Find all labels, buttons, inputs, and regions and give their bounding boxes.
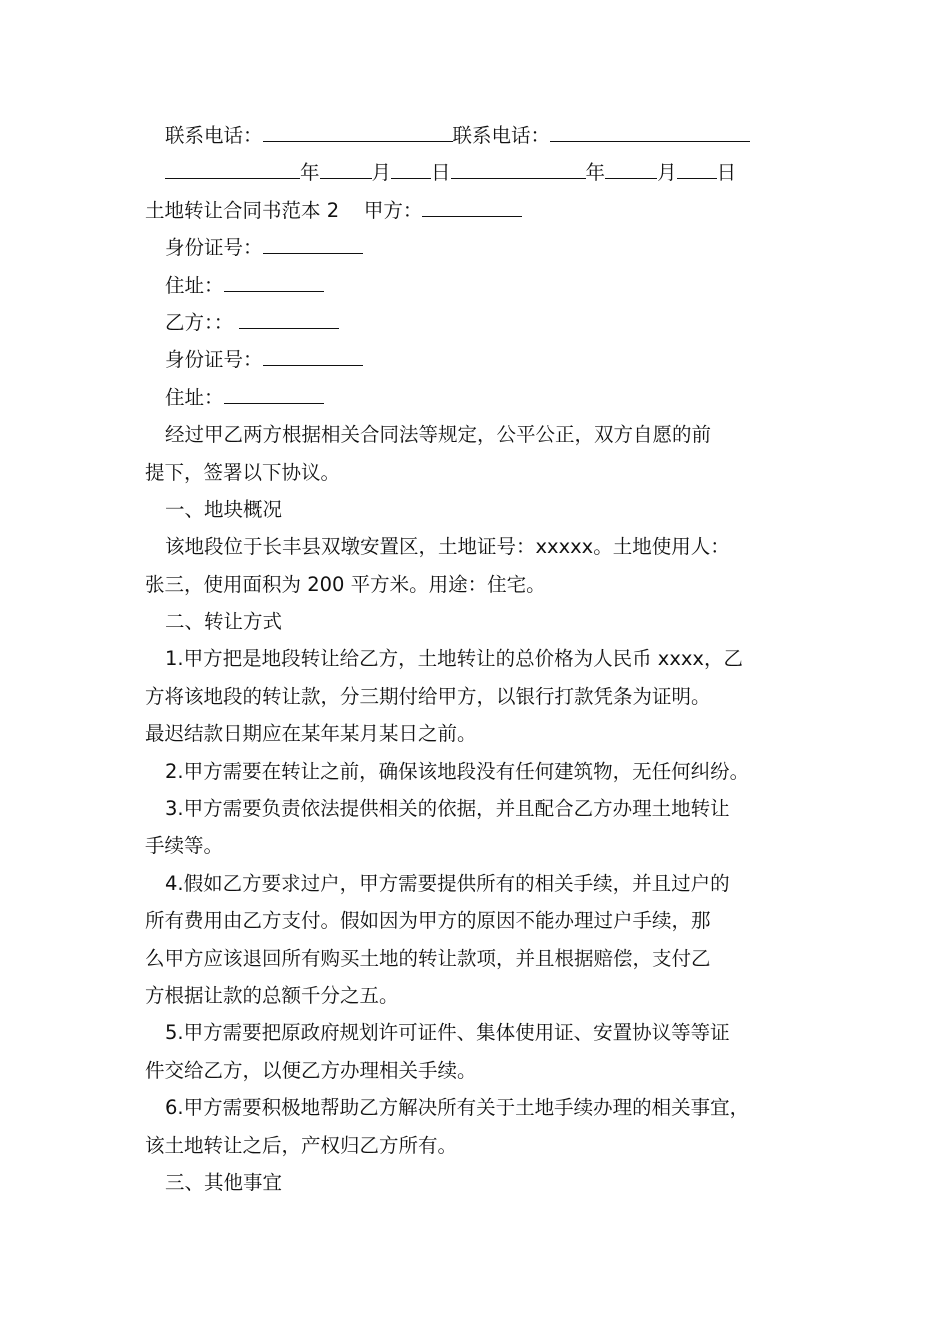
day-blank-a	[391, 157, 431, 179]
clause-4-line-3: 么甲方应该退回所有购买土地的转让款项，并且根据赔偿，支付乙	[145, 946, 711, 970]
contact-row	[145, 117, 825, 154]
party-b-id-blank	[263, 344, 363, 366]
clause-3-line-1: 3.甲方需要负责依法提供相关的依据，并且配合乙方办理土地转让	[165, 797, 730, 821]
clause-3	[145, 790, 825, 865]
party-a-address-row	[145, 267, 825, 304]
day-blank-b	[677, 157, 717, 179]
party-b-address-label: 住址：	[165, 385, 224, 409]
document-title: 土地转让合同书范本 2	[145, 198, 340, 222]
clause-4	[145, 865, 825, 1015]
clause-6	[145, 1089, 825, 1164]
day-label-a: 日	[431, 161, 451, 185]
party-a-address-blank	[224, 270, 324, 292]
day-label-b: 日	[716, 161, 737, 185]
clause-3-line-2: 手续等。	[145, 834, 224, 858]
party-a-label: 甲方：	[363, 198, 423, 222]
party-a-id-row	[145, 229, 825, 266]
year-label-b: 年	[585, 161, 606, 185]
section-1-line-1: 该地段位于长丰县双墩安置区，土地证号：xxxxx。土地使用人：	[165, 535, 730, 559]
year-blank-b	[451, 157, 586, 179]
party-b-id-row	[145, 341, 825, 378]
month-blank-b	[605, 157, 657, 179]
section-3-heading: 三、其他事宜	[165, 1170, 283, 1194]
month-blank-a	[320, 157, 372, 179]
clause-2	[145, 753, 825, 790]
section-1-heading: 一、地块概况	[165, 497, 283, 521]
party-b-address-row	[145, 379, 825, 416]
party-b-address-blank	[224, 382, 324, 404]
year-label-a: 年	[300, 161, 320, 185]
section-1-line-2: 张三，使用面积为 200 平方米。用途：住宅。	[145, 572, 546, 596]
contact-blank-a	[263, 120, 453, 142]
clause-1-line-3: 最迟结款日期应在某年某月某日之前。	[145, 722, 477, 746]
party-a-blank	[422, 195, 522, 217]
party-a-id-blank	[263, 232, 363, 254]
clause-2-line-1: 2.甲方需要在转让之前，确保该地段没有任何建筑物，无任何纠纷。	[165, 759, 750, 783]
party-a-id-label: 身份证号：	[165, 236, 263, 260]
party-b-row	[145, 304, 825, 341]
party-b-label: 乙方：：	[165, 310, 234, 334]
contact-blank-b	[550, 120, 750, 142]
clause-4-line-2: 所有费用由乙方支付。假如因为甲方的原因不能办理过户手续，那	[145, 909, 711, 933]
clause-1-line-1: 1.甲方把是地段转让给乙方，土地转让的总价格为人民币 xxxx，乙	[165, 647, 743, 671]
intro-line-1: 经过甲乙两方根据相关合同法等规定，公平公正，双方自愿的前	[165, 423, 712, 447]
clause-4-line-1: 4.假如乙方要求过户，甲方需要提供所有的相关手续，并且过户的	[165, 871, 730, 895]
clause-1-line-2: 方将该地段的转让款，分三期付给甲方，以银行打款凭条为证明。	[145, 684, 711, 708]
clause-5	[145, 1014, 825, 1089]
month-label-b: 月	[657, 161, 677, 185]
clause-5-line-1: 5.甲方需要把原政府规划许可证件、集体使用证、安置协议等等证	[165, 1021, 730, 1045]
clause-5-line-2: 件交给乙方，以便乙方办理相关手续。	[145, 1058, 477, 1082]
party-b-id-label: 身份证号：	[165, 348, 263, 372]
clause-4-line-4: 方根据让款的总额千分之五。	[145, 983, 399, 1007]
clause-6-line-2: 该土地转让之后，产权归乙方所有。	[145, 1133, 458, 1157]
date-row	[145, 154, 825, 191]
clause-6-line-1: 6.甲方需要积极地帮助乙方解决所有关于土地手续办理的相关事宜，	[165, 1096, 750, 1120]
intro-line-2: 提下，签署以下协议。	[145, 460, 341, 484]
year-blank-a	[165, 157, 300, 179]
title-row	[145, 192, 825, 229]
clause-1	[145, 640, 825, 752]
contract-body	[145, 117, 825, 1201]
contact-label-b: 联系电话：	[452, 124, 551, 147]
party-b-blank	[239, 307, 339, 329]
section-2-heading: 二、转让方式	[165, 610, 283, 634]
month-label-a: 月	[371, 161, 392, 185]
party-a-address-label: 住址：	[165, 273, 224, 297]
contact-label-a: 联系电话：	[165, 124, 263, 147]
